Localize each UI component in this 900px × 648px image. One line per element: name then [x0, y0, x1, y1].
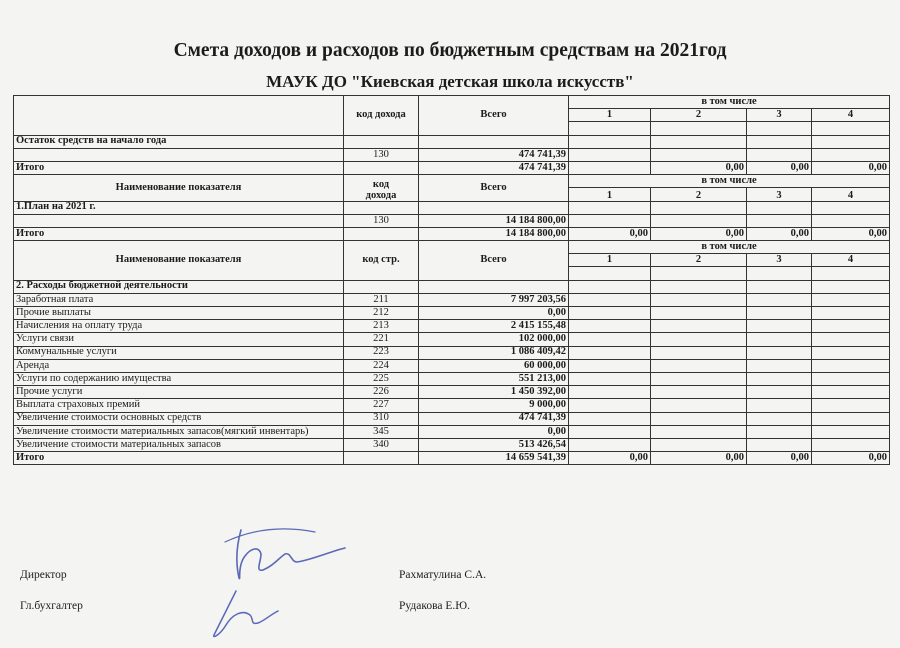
- empty-cell: [812, 307, 890, 320]
- total-col-4: 0,00: [812, 452, 890, 465]
- row-total: 14 184 800,00: [419, 214, 569, 227]
- empty-cell: [569, 346, 651, 359]
- empty-cell: [651, 412, 747, 425]
- total-row: [14, 161, 890, 174]
- empty-cell: [569, 399, 651, 412]
- empty-cell: [747, 399, 812, 412]
- table-row: [14, 148, 890, 161]
- total-col-4: 0,00: [812, 161, 890, 174]
- header-total: Всего: [419, 96, 569, 136]
- empty-cell: [812, 214, 890, 227]
- empty-cell: [569, 307, 651, 320]
- empty-cell: [569, 320, 651, 333]
- empty-cell: [344, 161, 419, 174]
- row-total: 474 741,39: [419, 148, 569, 161]
- empty-cell: [747, 359, 812, 372]
- empty-cell: [569, 372, 651, 385]
- row-total: 551 213,00: [419, 372, 569, 385]
- table-row: [14, 307, 890, 320]
- row-total: 0,00: [419, 425, 569, 438]
- empty-cell: [747, 135, 812, 148]
- empty-cell: [812, 346, 890, 359]
- empty-cell: [651, 293, 747, 306]
- budget-table: [13, 95, 890, 465]
- header-including: в том числе: [569, 241, 890, 254]
- row-name: Начисления на оплату труда: [14, 320, 344, 333]
- row-name: Увеличение стоимости материальных запасов: [14, 438, 344, 451]
- table-row: [14, 359, 890, 372]
- row-total: 102 000,00: [419, 333, 569, 346]
- total-label: Итого: [14, 227, 344, 240]
- empty-cell: [569, 148, 651, 161]
- empty-cell: [747, 333, 812, 346]
- sub-column-label: 1: [606, 190, 613, 202]
- header-code-line1: код: [372, 179, 390, 191]
- header-code: [344, 175, 419, 201]
- row-total: 2 415 155,48: [419, 320, 569, 333]
- empty-cell: [812, 148, 890, 161]
- row-name: Коммунальные услуги: [14, 346, 344, 359]
- row-total: 60 000,00: [419, 359, 569, 372]
- header-row: [14, 175, 890, 188]
- empty-cell: [747, 267, 812, 280]
- empty-cell: [651, 425, 747, 438]
- row-code: 310: [344, 412, 419, 425]
- total-col-2: 0,00: [651, 227, 747, 240]
- sub-column-2: 2: [651, 254, 747, 267]
- empty-cell: [812, 280, 890, 293]
- row-name: Услуги по содержанию имущества: [14, 372, 344, 385]
- total-col-2: 0,00: [651, 161, 747, 174]
- empty-cell: [812, 359, 890, 372]
- row-name: Услуги связи: [14, 333, 344, 346]
- table-row: [14, 399, 890, 412]
- total-col-2: 0,00: [651, 452, 747, 465]
- director-label: Директор: [20, 569, 67, 581]
- section-title: Остаток средств на начало года: [14, 135, 344, 148]
- table-row: [14, 346, 890, 359]
- sub-column-label: 3: [776, 190, 782, 202]
- empty-cell: [812, 293, 890, 306]
- accountant-signature: [206, 585, 296, 640]
- empty-cell: [747, 293, 812, 306]
- table-row: [14, 320, 890, 333]
- row-code: 225: [344, 372, 419, 385]
- row-name: Прочие выплаты: [14, 307, 344, 320]
- row-code: 223: [344, 346, 419, 359]
- total-label: Итого: [14, 452, 344, 465]
- row-name: Выплата страховых премий: [14, 399, 344, 412]
- empty-cell: [812, 425, 890, 438]
- empty-cell: [14, 148, 344, 161]
- empty-cell: [344, 452, 419, 465]
- sub-column-1: 1: [569, 109, 651, 122]
- empty-cell: [651, 359, 747, 372]
- header-total: Всего: [419, 175, 569, 201]
- empty-cell: [651, 386, 747, 399]
- total-row: [14, 227, 890, 240]
- row-code: 345: [344, 425, 419, 438]
- empty-cell: [569, 201, 651, 214]
- section-title: 1.План на 2021 г.: [14, 201, 344, 214]
- total-label: Итого: [14, 161, 344, 174]
- table-row: [14, 214, 890, 227]
- header-code-line2: дохода: [365, 189, 397, 201]
- empty-cell: [812, 438, 890, 451]
- header-total: Всего: [419, 241, 569, 281]
- empty-cell: [569, 333, 651, 346]
- empty-cell: [651, 333, 747, 346]
- row-code: 221: [344, 333, 419, 346]
- row-name: Прочие услуги: [14, 386, 344, 399]
- empty-cell: [812, 399, 890, 412]
- empty-cell: [651, 135, 747, 148]
- row-total: 1 086 409,42: [419, 346, 569, 359]
- row-code: 224: [344, 359, 419, 372]
- empty-cell: [419, 135, 569, 148]
- total-col-3: 0,00: [747, 452, 812, 465]
- empty-cell: [812, 320, 890, 333]
- empty-cell: [651, 346, 747, 359]
- total-col-1: [569, 161, 651, 174]
- sub-column-2: 2: [651, 109, 747, 122]
- empty-cell: [747, 148, 812, 161]
- document-subtitle: МАУК ДО "Киевская детская школа искусств": [266, 72, 634, 91]
- header-code: код дохода: [344, 96, 419, 136]
- empty-cell: [344, 201, 419, 214]
- empty-cell: [651, 122, 747, 135]
- row-code: 213: [344, 320, 419, 333]
- empty-cell: [14, 214, 344, 227]
- empty-cell: [569, 412, 651, 425]
- document-title: Смета доходов и расходов по бюджетным средствам на 2021год: [173, 40, 727, 61]
- empty-cell: [651, 307, 747, 320]
- empty-cell: [812, 333, 890, 346]
- empty-cell: [569, 280, 651, 293]
- section-title-row: [14, 280, 890, 293]
- sub-column-3: [747, 188, 812, 201]
- row-total: 513 426,54: [419, 438, 569, 451]
- row-code: 340: [344, 438, 419, 451]
- header-including: в том числе: [569, 175, 890, 188]
- empty-cell: [651, 399, 747, 412]
- empty-cell: [747, 425, 812, 438]
- sub-column-3: 3: [747, 109, 812, 122]
- empty-cell: [747, 214, 812, 227]
- row-code: 227: [344, 399, 419, 412]
- sub-column-label: 4: [847, 190, 854, 202]
- row-name: Заработная плата: [14, 293, 344, 306]
- section-title-row: [14, 135, 890, 148]
- table-row: [14, 386, 890, 399]
- header-row: [14, 241, 890, 254]
- table-row: [14, 293, 890, 306]
- sub-column-2: [651, 188, 747, 201]
- accountant-name: Рудакова Е.Ю.: [399, 600, 470, 612]
- sub-column-3: 3: [747, 254, 812, 267]
- row-total: 1 450 392,00: [419, 386, 569, 399]
- table-row: [14, 333, 890, 346]
- empty-cell: [569, 359, 651, 372]
- empty-cell: [344, 227, 419, 240]
- empty-cell: [651, 148, 747, 161]
- empty-cell: [747, 201, 812, 214]
- empty-cell: [812, 267, 890, 280]
- sub-column-4: 4: [812, 254, 890, 267]
- empty-cell: [747, 386, 812, 399]
- sub-column-4: 4: [812, 109, 890, 122]
- empty-cell: [747, 122, 812, 135]
- empty-cell: [651, 280, 747, 293]
- empty-cell: [651, 320, 747, 333]
- section-title: 2. Расходы бюджетной деятельности: [14, 280, 344, 293]
- row-name: Увеличение стоимости основных средств: [14, 412, 344, 425]
- row-code: 211: [344, 293, 419, 306]
- header-row: [14, 96, 890, 109]
- empty-cell: [747, 307, 812, 320]
- director-name: Рахматулина С.А.: [399, 569, 487, 581]
- empty-cell: [651, 267, 747, 280]
- sub-column-4: [812, 188, 890, 201]
- empty-cell: [651, 372, 747, 385]
- total-value: 474 741,39: [419, 161, 569, 174]
- row-total: 9 000,00: [419, 399, 569, 412]
- table-row: [14, 425, 890, 438]
- empty-cell: [344, 280, 419, 293]
- header-blank: [14, 96, 344, 136]
- row-total: 7 997 203,56: [419, 293, 569, 306]
- empty-cell: [569, 425, 651, 438]
- header-including: в том числе: [569, 96, 890, 109]
- empty-cell: [812, 412, 890, 425]
- total-col-3: 0,00: [747, 227, 812, 240]
- total-col-1: 0,00: [569, 452, 651, 465]
- director-signature: [215, 522, 365, 587]
- empty-cell: [747, 372, 812, 385]
- empty-cell: [747, 412, 812, 425]
- empty-cell: [569, 438, 651, 451]
- empty-cell: [344, 135, 419, 148]
- empty-cell: [569, 293, 651, 306]
- empty-cell: [419, 201, 569, 214]
- table-row: [14, 438, 890, 451]
- empty-cell: [747, 320, 812, 333]
- empty-cell: [812, 372, 890, 385]
- row-code: 212: [344, 307, 419, 320]
- total-row: [14, 452, 890, 465]
- accountant-label: Гл.бухгалтер: [20, 600, 83, 612]
- header-name: Наименование показателя: [14, 175, 344, 201]
- empty-cell: [812, 201, 890, 214]
- total-col-3: 0,00: [747, 161, 812, 174]
- empty-cell: [651, 438, 747, 451]
- table-row: [14, 412, 890, 425]
- total-value: 14 659 541,39: [419, 452, 569, 465]
- row-name: Увеличение стоимости материальных запасов(мягкий инвентарь): [14, 425, 344, 438]
- sub-column-label: 2: [695, 190, 702, 202]
- row-code: 130: [344, 214, 419, 227]
- row-total: 0,00: [419, 307, 569, 320]
- section-title-row: [14, 201, 890, 214]
- header-name: Наименование показателя: [14, 241, 344, 281]
- table-row: [14, 372, 890, 385]
- empty-cell: [569, 214, 651, 227]
- empty-cell: [569, 267, 651, 280]
- empty-cell: [569, 135, 651, 148]
- empty-cell: [651, 201, 747, 214]
- empty-cell: [812, 386, 890, 399]
- row-name: Аренда: [14, 359, 344, 372]
- sub-column-1: 1: [569, 254, 651, 267]
- sub-column-1: [569, 188, 651, 201]
- total-col-1: 0,00: [569, 227, 651, 240]
- row-total: 474 741,39: [419, 412, 569, 425]
- empty-cell: [747, 280, 812, 293]
- empty-cell: [651, 214, 747, 227]
- empty-cell: [569, 122, 651, 135]
- header-line-code: код стр.: [344, 241, 419, 281]
- row-code: 226: [344, 386, 419, 399]
- row-code: 130: [344, 148, 419, 161]
- empty-cell: [747, 438, 812, 451]
- total-value: 14 184 800,00: [419, 227, 569, 240]
- empty-cell: [812, 122, 890, 135]
- total-col-4: 0,00: [812, 227, 890, 240]
- empty-cell: [569, 386, 651, 399]
- empty-cell: [747, 346, 812, 359]
- empty-cell: [419, 280, 569, 293]
- empty-cell: [812, 135, 890, 148]
